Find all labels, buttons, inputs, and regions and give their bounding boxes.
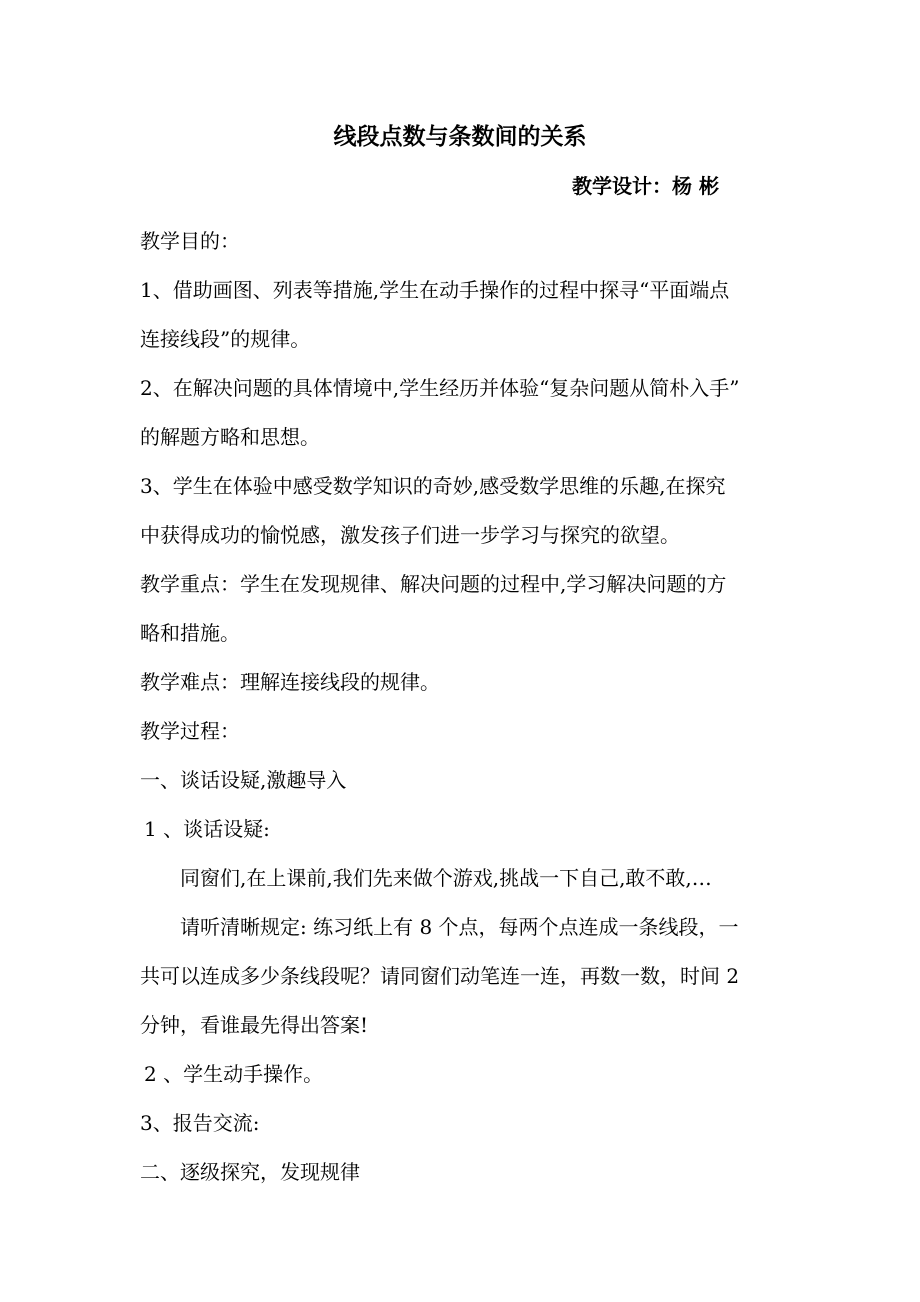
- document-title: 线段点数与条数间的关系: [333, 123, 587, 150]
- paragraph-line: 3、学生在体验中感受数学知识的奇妙,感受数学思维的乐趣,在探究: [140, 474, 726, 498]
- paragraph-line: 的解题方略和思想。: [140, 425, 320, 449]
- step-heading: 1 、谈话设疑:: [144, 817, 270, 841]
- paragraph-line: 1、借助画图、列表等措施,学生在动手操作的过程中探寻“平面端点: [140, 278, 730, 302]
- paragraph-line: 共可以连成多少条线段呢？请同窗们动笔连一连，再数一数，时间 2: [140, 964, 740, 988]
- step-heading: 2 、学生动手操作。: [144, 1062, 324, 1086]
- section-heading-part-two: 二、逐级探究，发现规律: [140, 1160, 360, 1184]
- paragraph-line: 连接线段”的规律。: [140, 327, 311, 351]
- paragraph-line: 教学重点：学生在发现规律、解决问题的过程中,学习解决问题的方: [140, 572, 727, 596]
- section-heading-objectives: 教学目的：: [140, 229, 240, 253]
- document-body: [140, 217, 790, 1197]
- section-heading-part-one: 一、谈话设疑,激趣导入: [140, 768, 347, 792]
- paragraph-line: 中获得成功的愉悦感，激发孩子们进一步学习与探究的欲望。: [140, 523, 680, 547]
- step-heading: 3、报告交流:: [140, 1111, 260, 1135]
- paragraph-line: 请听清晰规定: 练习纸上有 8 个点，每两个点连成一条线段，一: [180, 915, 739, 939]
- document-author: 教学设计：杨 彬: [572, 174, 719, 198]
- paragraph-line: 2、在解决问题的具体情境中,学生经历并体验“复杂问题从简朴入手”: [140, 376, 740, 400]
- section-heading-process: 教学过程：: [140, 719, 240, 743]
- paragraph-line: 教学难点：理解连接线段的规律。: [140, 670, 440, 694]
- paragraph-line: 同窗们,在上课前,我们先来做个游戏,挑战一下自己,敢不敢,…: [180, 866, 712, 890]
- paragraph-line: 略和措施。: [140, 621, 240, 645]
- paragraph-line: 分钟，看谁最先得出答案!: [140, 1013, 369, 1037]
